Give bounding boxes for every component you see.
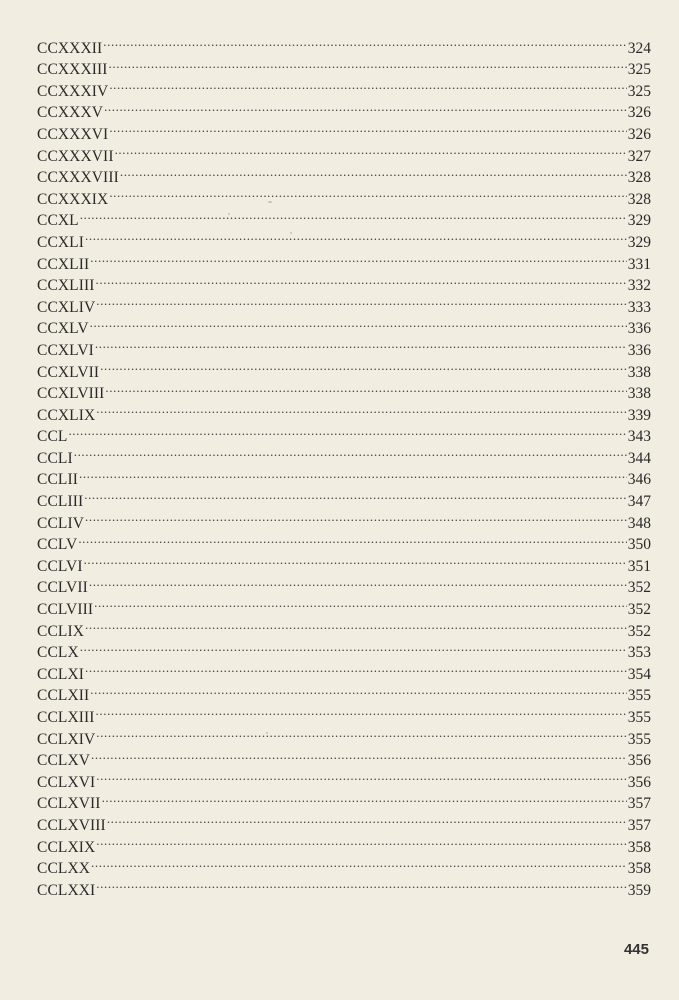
toc-entry-title: CCXLVII [37, 363, 100, 381]
toc-entry-page: 344 [627, 449, 651, 467]
dot-leader [90, 312, 627, 334]
toc-entry-title: CCLVI [37, 557, 83, 575]
toc-entry [37, 398, 651, 424]
toc-entry [37, 96, 651, 122]
dot-leader [89, 571, 627, 593]
dot-leader [85, 506, 627, 528]
toc-entry-title: CCLXIII [37, 709, 95, 726]
toc-entry-page: 352 [627, 579, 651, 597]
dot-leader [120, 161, 627, 183]
paper-speck [290, 232, 292, 234]
dot-leader [74, 441, 627, 463]
toc-entry [37, 592, 651, 619]
toc-entry-page: 353 [627, 644, 651, 662]
dot-leader [79, 463, 627, 485]
dot-leader [96, 290, 626, 312]
toc-entry-title: CCLXXI [37, 881, 96, 899]
toc-entry-page: 329 [627, 233, 651, 251]
dot-leader [109, 74, 626, 96]
toc-entry-page: 336 [627, 320, 651, 338]
toc-entry-title: CCXLVI [37, 341, 94, 359]
toc-entry-page: 350 [627, 536, 651, 554]
toc-entry-page: 351 [627, 557, 651, 575]
toc-entry-page: 357 [627, 795, 651, 813]
dot-leader [68, 420, 626, 442]
toc-entry [37, 549, 651, 575]
dot-leader [96, 398, 626, 420]
toc-entry [37, 290, 651, 316]
toc-entry-title: CCL [37, 428, 68, 446]
toc-entry-page: 333 [627, 298, 651, 316]
toc-entry-title: CCLXII [37, 687, 90, 705]
toc-entry-page: 357 [627, 816, 651, 834]
dot-leader [107, 808, 627, 830]
toc-entry [37, 528, 651, 554]
toc-entry [37, 700, 651, 726]
toc-entry-page: 336 [627, 341, 651, 359]
toc-entry-page: 328 [627, 190, 651, 208]
toc-entry-title: CCLVIII [37, 601, 94, 619]
toc-entry-page: 332 [627, 277, 651, 295]
dot-leader [115, 139, 627, 161]
toc-entry [37, 852, 651, 878]
toc-entry-page: 359 [627, 881, 651, 899]
toc-entry-page: 355 [627, 730, 651, 748]
toc-entry-page: 356 [627, 773, 651, 791]
dot-leader [96, 830, 626, 852]
toc-entry [37, 787, 651, 813]
dot-leader [109, 182, 626, 204]
toc-entry [37, 873, 651, 899]
toc-entry-page: 354 [627, 665, 651, 683]
toc-entry-page: 325 [627, 82, 651, 100]
dot-leader [104, 96, 627, 118]
toc-entry [37, 679, 651, 705]
toc-entry-page: 328 [627, 169, 651, 187]
toc-entry-title: CCXLIII [37, 277, 95, 295]
toc-entry-page: 355 [627, 687, 651, 705]
dot-leader [94, 592, 627, 614]
toc-entry-title: CCLXVII [37, 795, 101, 813]
toc-entry [37, 31, 651, 57]
toc-entry-page: 324 [627, 39, 651, 57]
toc-entry-page: 352 [627, 622, 651, 640]
dot-leader [103, 31, 626, 53]
toc-entry [37, 161, 651, 187]
toc-entry [37, 636, 651, 662]
dot-leader [96, 269, 627, 291]
toc-entry-page: 339 [627, 406, 651, 424]
toc-entry-page: 346 [627, 471, 651, 489]
toc-entry-title: CCXLIX [37, 406, 96, 424]
toc-entry [37, 441, 651, 467]
toc-entry-title: CCXXXV [37, 104, 104, 122]
toc-entry-title: CCLXVI [37, 773, 96, 791]
toc-entry-page: 356 [627, 752, 651, 770]
toc-entry [37, 312, 651, 338]
dot-leader [85, 225, 627, 247]
dot-leader [96, 700, 627, 722]
dot-leader [90, 247, 626, 269]
dot-leader [85, 614, 627, 636]
toc-entry-page: 352 [627, 601, 651, 619]
toc-entry-title: CCLII [37, 471, 78, 489]
toc-entry [37, 182, 651, 208]
toc-entry-page: 355 [627, 709, 651, 726]
toc-entry-title: CCLIX [37, 622, 84, 640]
toc-entry-title: CCXXXVI [37, 125, 109, 143]
toc-entry [37, 377, 651, 403]
toc-entry-title: CCLXX [37, 860, 91, 878]
paper-speck [228, 213, 230, 215]
toc-entry-title: CCLXVIII [37, 816, 106, 834]
toc-entry [37, 657, 651, 683]
toc-entry-page: 348 [627, 514, 651, 532]
toc-entry [37, 139, 651, 165]
dot-leader [91, 744, 627, 766]
dot-leader [80, 636, 627, 658]
paper-speck [268, 201, 272, 203]
toc-entry-title: CCLX [37, 644, 79, 662]
toc-entry [37, 74, 651, 100]
table-of-contents [37, 31, 651, 899]
toc-entry [37, 269, 651, 295]
dot-leader [90, 679, 626, 701]
toc-entry [37, 204, 651, 230]
toc-entry [37, 744, 651, 770]
dot-leader [105, 377, 626, 399]
toc-entry-title: CCXXXIX [37, 190, 109, 208]
dot-leader [96, 722, 626, 744]
toc-entry-title: CCLIV [37, 514, 84, 532]
toc-entry-page: 331 [627, 255, 651, 273]
toc-entry [37, 571, 651, 597]
toc-entry [37, 247, 651, 273]
toc-entry [37, 53, 651, 79]
toc-entry [37, 355, 651, 381]
toc-entry-title: CCXLV [37, 320, 89, 338]
toc-entry-page: 329 [627, 212, 651, 230]
toc-entry-page: 326 [627, 104, 651, 122]
toc-entry-title: CCXXXVIII [37, 169, 119, 187]
toc-entry-title: CCXXXIV [37, 82, 109, 100]
toc-entry-title: CCLI [37, 449, 73, 467]
toc-entry [37, 808, 651, 834]
toc-entry-page: 325 [627, 61, 651, 79]
dot-leader [84, 484, 627, 506]
toc-entry [37, 830, 651, 856]
dot-leader [91, 852, 627, 874]
dot-leader [102, 787, 627, 809]
dot-leader [80, 204, 627, 226]
toc-entry-page: 358 [627, 860, 651, 878]
toc-entry-title: CCLIII [37, 493, 84, 511]
toc-entry [37, 333, 651, 359]
dot-leader [96, 873, 626, 895]
toc-entry-title: CCXLII [37, 255, 90, 273]
toc-entry-title: CCXLIV [37, 298, 96, 316]
toc-entry-title: CCXL [37, 212, 79, 230]
toc-entry [37, 614, 651, 640]
toc-entry [37, 420, 651, 446]
dot-leader [109, 117, 626, 139]
dot-leader [109, 53, 627, 75]
toc-entry [37, 765, 651, 791]
toc-entry-page: 347 [627, 493, 651, 511]
toc-entry [37, 117, 651, 143]
toc-entry-page: 338 [627, 385, 651, 403]
toc-entry-page: 358 [627, 838, 651, 856]
toc-entry-title: CCXXXVII [37, 147, 114, 165]
paper-speck [266, 732, 268, 734]
toc-entry [37, 506, 651, 532]
toc-entry-page: 326 [627, 125, 651, 143]
toc-entry-title: CCLV [37, 536, 78, 554]
toc-entry-title: CCLXIX [37, 838, 96, 856]
toc-entry-title: CCXXXIII [37, 61, 108, 79]
dot-leader [84, 549, 627, 571]
toc-entry [37, 484, 651, 511]
page-number: 445 [623, 941, 649, 958]
toc-entry-title: CCLXV [37, 752, 91, 770]
dot-leader [96, 765, 626, 787]
toc-entry [37, 463, 651, 489]
toc-entry-title: CCXXXII [37, 39, 103, 57]
dot-leader [95, 333, 627, 355]
toc-entry-page: 343 [627, 428, 651, 446]
dot-leader [85, 657, 627, 679]
toc-entry-title: CCLXIV [37, 730, 96, 748]
toc-entry-title: CCXLI [37, 233, 84, 251]
toc-entry-title: CCXLVIII [37, 385, 105, 403]
toc-entry-title: CCLXI [37, 665, 84, 683]
toc-entry [37, 722, 651, 748]
toc-entry-page: 338 [627, 363, 651, 381]
toc-entry-title: CCLVII [37, 579, 88, 597]
toc-entry [37, 225, 651, 251]
dot-leader [78, 528, 626, 550]
dot-leader [100, 355, 627, 377]
toc-entry-page: 327 [627, 147, 651, 165]
